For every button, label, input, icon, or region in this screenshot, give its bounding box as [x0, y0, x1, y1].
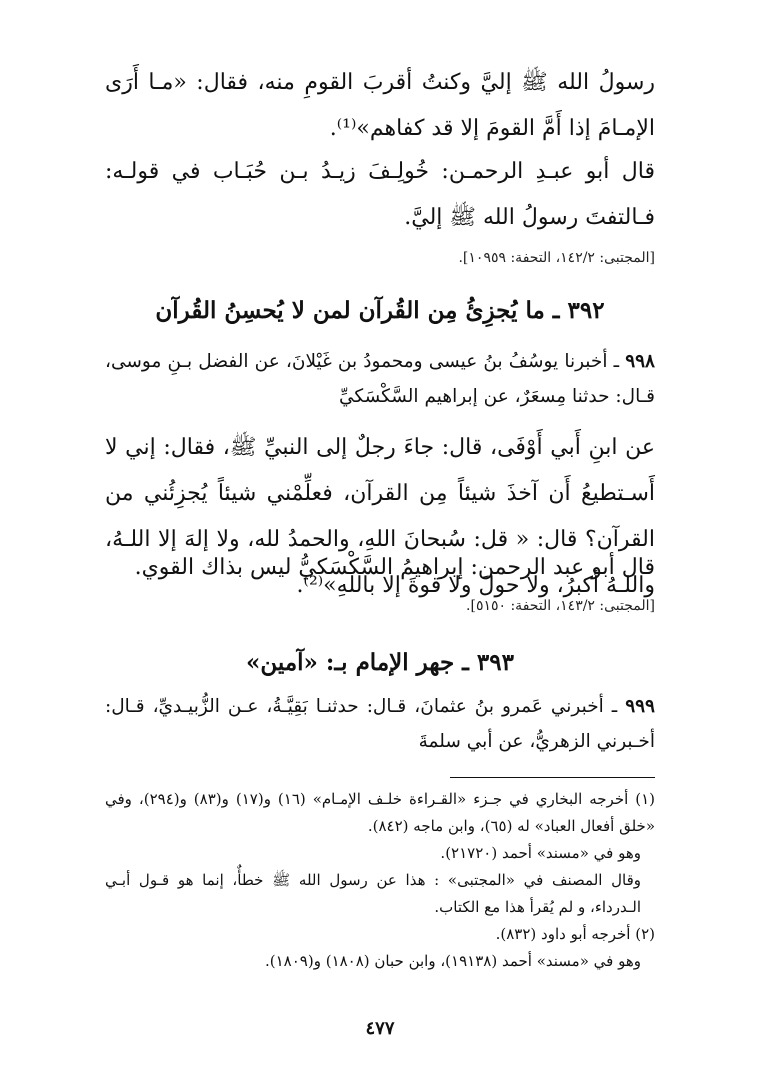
footnote-1-cont: وهو في «مسند» أحمد (٢١٧٢٠).	[440, 844, 641, 862]
hadith-998-matn: عن ابنِ أَبي أَوْفَى، قال: جاءَ رجلٌ إلى النبيِّ ﷺ، فقال: إني لا أَسـتطيعُ أَن آخذَ شيئاً مِن القرآن، فعلِّمْني شيئاً يُجزِئُني من القرآن؟ قال: « قل: سُبحانَ اللهِ، والحمدُ لله، ولا إلهَ إلا اللـهُ، واللـهُ أكبرُ، ولا حولَ ولا قوةَ إلا باللهِ»⁽²⁾.	[105, 435, 655, 598]
reference-line: [المجتبى: ١٤٣/٢، التحفة: ٥١٥٠].	[466, 598, 655, 614]
continuation-paragraph: رسولُ الله ﷺ إليَّ وكنتُ أقربَ القومِ منه، فقال: «مـا أَرَى الإمـامَ إذا أَمَّ القومَ إلا قد كفاهم»⁽¹⁾.	[105, 70, 655, 141]
page-number: ٤٧٧	[365, 1018, 395, 1039]
footnote-1-note: وقال المصنف في «المجتبى» : هذا عن رسول الله ﷺ خطأٌ، إنما هو قـول أبـي الـدرداء، و لم يُقرأ هذا مع الكتاب.	[105, 871, 641, 916]
hadith-number: ٩٩٩	[625, 696, 655, 717]
hadith-999-isnad	[105, 689, 655, 759]
section-heading-392: ٣٩٢ ـ ما يُجزِئُ مِن القُرآن لمن لا يُحسِنُ القُرآن	[155, 297, 605, 324]
isnad-text: ـ أخبرنا يوسُفُ بنُ عيسى ومحمودُ بن غَيْلانَ، عن الفضل بـنِ موسى، قـال: حدثنا مِسعَرٌ، عن إبراهيم السَّكْسَكيِّ	[105, 351, 655, 407]
hadith-998-comment: قال أبو عبد الرحمن: إبراهيمُ السَّكْسَكيُّ ليس بذاك القوي.	[134, 555, 655, 580]
author-comment-paragraph: قال أبو عبـدِ الرحمـن: خُولِـفَ زيـدُ بـن حُبَـاب في قولـه: فـالتفتَ رسولُ الله ﷺ إليَّ.	[105, 159, 655, 230]
footnote-2: (٢) أخرجه أبو داود (٨٣٢).	[495, 925, 655, 943]
section-heading-393: ٣٩٣ ـ جهر الإمام بـ: «آمين»	[246, 649, 514, 676]
isnad-text: ـ أخبرني عَمرو بنُ عثمانَ، قـال: حدثنـا بَقِيَّـةُ، عـن الزُّبيـديِّ، قـال: أخـبرني الزهريُّ، عن أبي سلمةَ	[105, 696, 655, 752]
footnotes	[105, 786, 655, 975]
footnote-separator	[450, 777, 655, 778]
hadith-998-isnad	[105, 344, 655, 414]
footnote-2-cont: وهو في «مسند» أحمد (١٩١٣٨)، وابن حبان (١٨٠٨) و(١٨٠٩).	[264, 952, 641, 970]
hadith-number: ٩٩٨	[625, 351, 655, 372]
reference-line: [المجتبى: ١٤٢/٢، التحفة: ١٠٩٥٩].	[458, 250, 655, 266]
footnote-1: (١) أخرجه البخاري في جـزء «القـراءة خلـف الإمـام» (١٦) و(١٧) و(٨٣) و(٢٩٤)، وفي «خلق أفعال العباد» له (٦٥)، وابن ماجه (٨٤٢).	[105, 790, 656, 835]
